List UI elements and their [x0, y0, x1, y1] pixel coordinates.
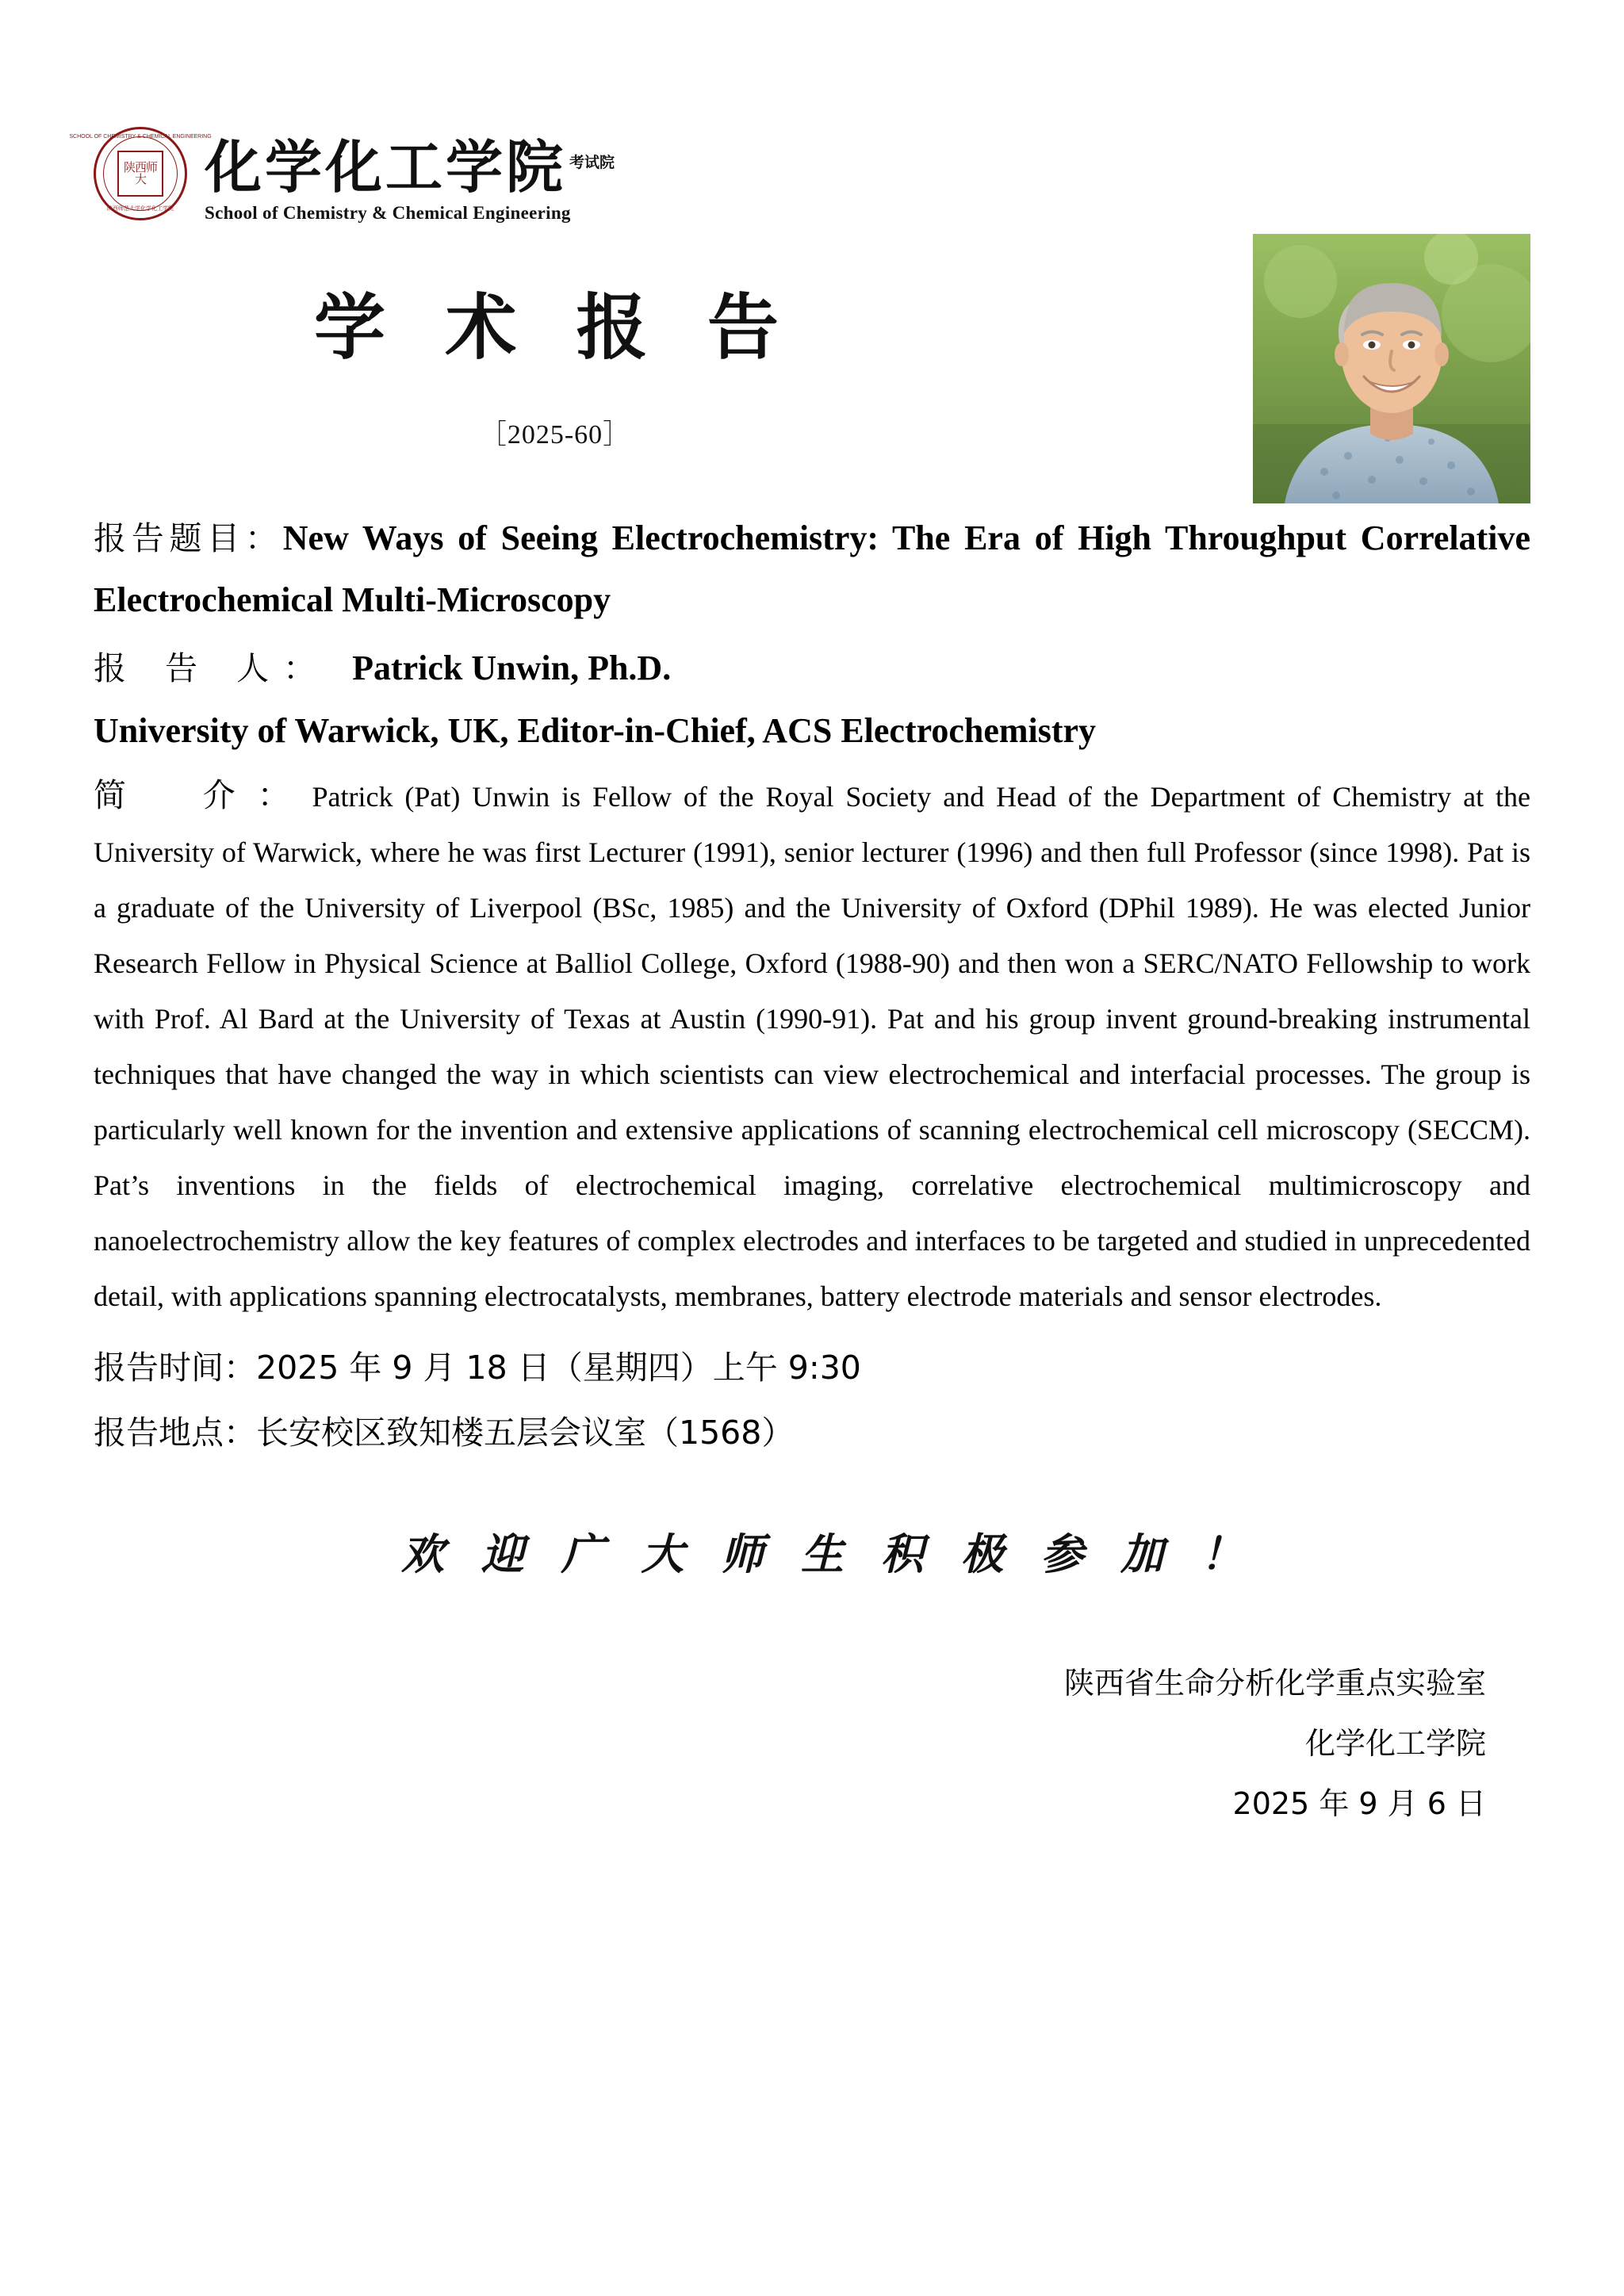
- seal-center-text: 陕西师大: [117, 151, 163, 197]
- seal-ring-top-text: SCHOOL OF CHEMISTRY & CHEMICAL ENGINEERING: [69, 134, 212, 140]
- speaker-affiliation: University of Warwick, UK, Editor-in-Chief, ACS Electrochemistry: [94, 711, 1097, 750]
- talk-title-label: 报告题目：: [94, 519, 283, 557]
- poster-content: [94, 507, 1530, 1834]
- logo-chinese-name: [205, 132, 615, 201]
- speaker-label: 报 告 人：: [94, 649, 331, 687]
- logo-english-name: School of Chemistry & Chemical Engineering: [205, 203, 571, 223]
- school-seal-icon: [69, 127, 212, 220]
- speaker-bio-row: [94, 767, 1530, 1324]
- logo-chinese-sup: 考试院: [569, 154, 615, 171]
- talk-title-row: [94, 507, 1530, 631]
- talk-title-text: New Ways of Seeing Electrochemistry: The Era of High Throughput Correlative Electrochemical Multi-Microscopy: [94, 519, 1531, 619]
- poster-serial-number: ［2025-60］: [479, 420, 631, 450]
- signature-org-school: 化学化工学院: [1304, 1726, 1486, 1761]
- bio-text: Patrick (Pat) Unwin is Fellow of the Royal Society and Head of the Department of Chemistry at the University of Warwick, where he was first Lecturer (1991), senior lecturer (1996) and then full Professor (since 1998). Pat is a graduate of the University of Liverpool (BSc, 1985) and the University of Oxford (DPhil 1989). He was elected Junior Research Fellow in Physical Science at Balliol College, Oxford (1988-90) and then won a SERC/NATO Fellowship to work with Prof. Al Bard at the University of Texas at Austin (1990-91). Pat and his group invent ground-breaking instrumental techniques that have changed the way in which scientists can view electrochemical and interfacial processes. The group is particularly well known for the invention and extensive applications of scanning electrochemical cell microscopy (SECCM). Pat’s inventions in the fields of electrochemical imaging, correlative electrochemical multimicroscopy and nanoelectrochemistry allow the key features of complex electrodes and interfaces to be targeted and studied in unprecedented detail, with applications spanning electrocatalysts, membranes, battery electrode materials and sensor electrodes.: [94, 781, 1531, 1312]
- page-title: 学 术 报 告: [314, 285, 796, 369]
- signature-block: [94, 1653, 1530, 1834]
- talk-time: 报告时间：2025 年 9 月 18 日（星期四）上午 9:30: [94, 1349, 861, 1387]
- speaker-row: [94, 639, 1530, 698]
- logo-chinese-main: 化学化工学院: [205, 133, 567, 201]
- school-logo: [69, 127, 615, 224]
- speaker-name: Patrick Unwin, Ph.D.: [352, 649, 672, 687]
- bio-label: 简 介：: [94, 776, 312, 814]
- logo-text: [205, 127, 615, 224]
- signature-date: 2025 年 9 月 6 日: [1232, 1786, 1486, 1821]
- welcome-slogan: 欢 迎 广 大 师 生 积 极 参 加 ！: [401, 1529, 1254, 1579]
- seal-ring-bottom-text: 陕西师范大学化学化工学院: [107, 206, 174, 212]
- speaker-portrait: [1253, 234, 1530, 503]
- talk-venue: 报告地点：长安校区致知楼五层会议室（1568）: [94, 1414, 795, 1452]
- portrait-illustration: [1253, 234, 1530, 503]
- signature-org-lab: 陕西省生命分析化学重点实验室: [1063, 1666, 1486, 1701]
